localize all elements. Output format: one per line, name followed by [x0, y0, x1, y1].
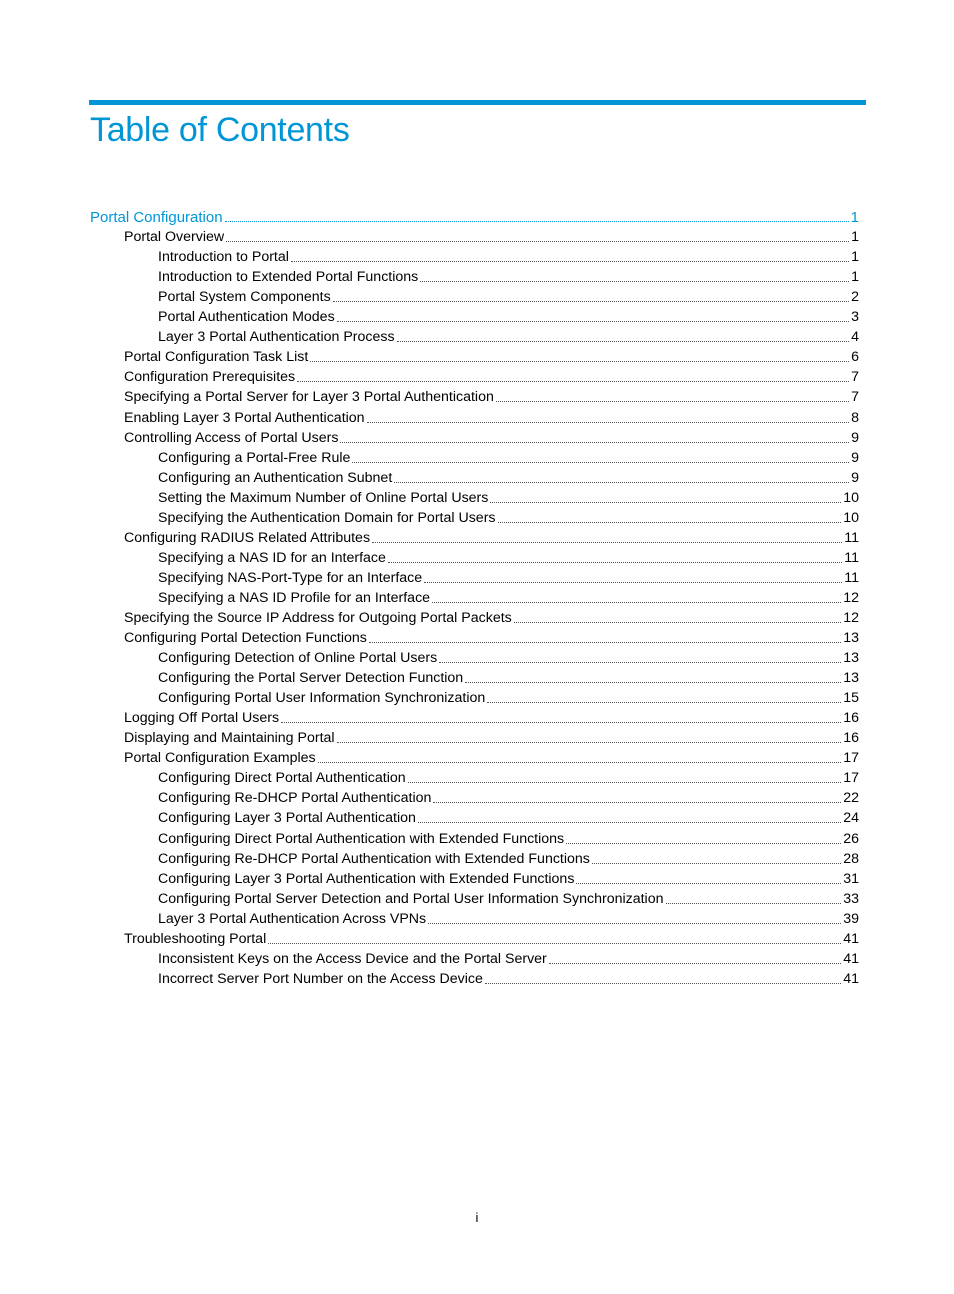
toc-entry[interactable] [0, 287, 954, 307]
toc-dot-leader [498, 522, 842, 523]
toc-dot-leader [490, 502, 841, 503]
toc-entry[interactable] [0, 227, 954, 247]
toc-dot-leader [420, 281, 849, 282]
toc-entry-title: Specifying a Portal Server for Layer 3 Portal Authentication [124, 389, 494, 406]
toc-dot-leader [352, 462, 849, 463]
toc-entry-page: 1 [851, 229, 859, 246]
toc-entry[interactable] [0, 488, 954, 508]
toc-entry-title: Inconsistent Keys on the Access Device and the Portal Server [158, 950, 547, 967]
toc-dot-leader [372, 542, 842, 543]
toc-entry-page: 9 [851, 469, 859, 486]
toc-entry-page: 1 [850, 209, 859, 227]
toc-entry-title: Configuring Direct Portal Authentication with Extended Functions [158, 830, 565, 847]
toc-entry[interactable] [0, 708, 954, 728]
toc-entry-title: Incorrect Server Port Number on the Access Device [158, 970, 483, 987]
toc-dot-leader [566, 843, 841, 844]
toc-entry-title: Layer 3 Portal Authentication Across VPNs [158, 910, 427, 927]
toc-dot-leader [268, 943, 841, 944]
toc-entry-title: Specifying a NAS ID for an Interface [158, 549, 386, 566]
toc-entry-page: 13 [843, 650, 859, 667]
toc-entry[interactable] [0, 568, 954, 588]
toc-entry-title: Enabling Layer 3 Portal Authentication [124, 409, 365, 426]
toc-entry-title: Portal Configuration [90, 209, 223, 227]
toc-entry-page: 16 [843, 730, 859, 747]
toc-dot-leader [666, 903, 842, 904]
toc-entry-page: 39 [843, 910, 859, 927]
toc-dot-leader [418, 822, 841, 823]
toc-entry-title: Displaying and Maintaining Portal [124, 730, 335, 747]
toc-entry[interactable] [0, 428, 954, 448]
toc-dot-leader [592, 863, 841, 864]
toc-dot-leader [394, 482, 849, 483]
toc-entry-title: Specifying the Authentication Domain for Portal Users [158, 509, 496, 526]
toc-dot-leader [388, 562, 842, 563]
toc-entry-title: Configuring the Portal Server Detection Function [158, 670, 464, 687]
toc-dot-leader [291, 261, 849, 262]
toc-entry[interactable] [0, 728, 954, 748]
toc-entry-title: Logging Off Portal Users [124, 710, 280, 727]
toc-dot-leader [432, 602, 841, 603]
toc-entry-page: 2 [851, 289, 859, 306]
toc-entry-page: 41 [843, 930, 859, 947]
toc-entry-title: Configuring Portal Detection Functions [124, 630, 367, 647]
toc-entry-page: 3 [851, 309, 859, 326]
toc-entry-title: Configuring a Portal-Free Rule [158, 449, 351, 466]
toc-dot-leader [424, 582, 842, 583]
toc-entry-page: 16 [843, 710, 859, 727]
toc-entry[interactable] [0, 327, 954, 347]
toc-entry[interactable] [0, 508, 954, 528]
toc-dot-leader [369, 642, 841, 643]
toc-entry-page: 11 [844, 529, 859, 546]
toc-entry-page: 17 [843, 750, 859, 767]
toc-entry[interactable] [0, 648, 954, 668]
toc-entry-page: 7 [851, 369, 859, 386]
toc-entry[interactable] [0, 387, 954, 407]
toc-entry-page: 13 [843, 630, 859, 647]
toc-dot-leader [576, 883, 841, 884]
toc-dot-leader [428, 923, 841, 924]
toc-dot-leader [485, 983, 841, 984]
toc-entry-title: Portal Configuration Examples [124, 750, 316, 767]
toc-entry[interactable] [0, 347, 954, 367]
toc-entry-title: Specifying a NAS ID Profile for an Interface [158, 589, 431, 606]
toc-entry[interactable] [0, 448, 954, 468]
toc-entry[interactable] [0, 748, 954, 768]
toc-dot-leader [310, 361, 849, 362]
toc-dot-leader [225, 221, 849, 222]
toc-entry-title: Layer 3 Portal Authentication Process [158, 329, 395, 346]
toc-entry-title: Configuring Direct Portal Authentication [158, 770, 406, 787]
toc-entry-title: Introduction to Extended Portal Functions [158, 269, 419, 286]
toc-entry-page: 10 [843, 509, 859, 526]
toc-entry-page: 33 [843, 890, 859, 907]
toc-entry-page: 41 [843, 970, 859, 987]
toc-entry[interactable] [0, 608, 954, 628]
toc-entry[interactable] [0, 548, 954, 568]
toc-dot-leader [281, 722, 841, 723]
toc-entry-page: 1 [851, 269, 859, 286]
toc-entry-title: Configuring Portal User Information Synchronization [158, 690, 486, 707]
toc-entry[interactable] [0, 307, 954, 327]
toc-entry-title: Portal System Components [158, 289, 331, 306]
toc-entry[interactable] [0, 628, 954, 648]
toc-entry-page: 1 [851, 249, 859, 266]
toc-dot-leader [367, 422, 850, 423]
toc-entry-title: Configuring Layer 3 Portal Authentication with Extended Functions [158, 870, 575, 887]
toc-entry[interactable] [0, 207, 954, 227]
toc-dot-leader [397, 341, 850, 342]
toc-entry-page: 17 [843, 770, 859, 787]
table-of-contents [0, 207, 954, 989]
toc-dot-leader [408, 782, 842, 783]
toc-entry-page: 13 [843, 670, 859, 687]
toc-dot-leader [337, 742, 842, 743]
toc-entry-title: Portal Configuration Task List [124, 349, 309, 366]
toc-entry[interactable] [0, 768, 954, 788]
toc-entry[interactable] [0, 528, 954, 548]
toc-entry[interactable] [0, 407, 954, 427]
toc-entry[interactable] [0, 468, 954, 488]
toc-entry-page: 15 [843, 690, 859, 707]
toc-entry-page: 11 [844, 549, 859, 566]
toc-entry-page: 31 [843, 870, 859, 887]
toc-dot-leader [496, 401, 849, 402]
toc-dot-leader [549, 963, 841, 964]
toc-entry-title: Configuring Detection of Online Portal Users [158, 650, 438, 667]
toc-entry-page: 11 [844, 569, 859, 586]
toc-entry-title: Configuring an Authentication Subnet [158, 469, 393, 486]
toc-dot-leader [297, 381, 849, 382]
toc-dot-leader [439, 662, 841, 663]
toc-entry-page: 9 [851, 429, 859, 446]
toc-entry-title: Configuring Re-DHCP Portal Authentication [158, 790, 432, 807]
toc-entry[interactable] [0, 849, 954, 869]
toc-entry[interactable] [0, 247, 954, 267]
toc-entry-title: Specifying NAS-Port-Type for an Interface [158, 569, 423, 586]
toc-entry[interactable] [0, 267, 954, 287]
toc-entry[interactable] [0, 367, 954, 387]
toc-entry-page: 41 [843, 950, 859, 967]
toc-entry-title: Troubleshooting Portal [124, 930, 267, 947]
toc-entry[interactable] [0, 788, 954, 808]
toc-entry[interactable] [0, 668, 954, 688]
title-rule [89, 100, 866, 105]
toc-entry-title: Configuring Layer 3 Portal Authentication [158, 810, 416, 827]
toc-dot-leader [333, 301, 849, 302]
toc-entry-title: Portal Authentication Modes [158, 309, 335, 326]
toc-dot-leader [465, 682, 841, 683]
toc-dot-leader [487, 702, 841, 703]
toc-entry[interactable] [0, 808, 954, 828]
toc-entry-page: 8 [851, 409, 859, 426]
toc-dot-leader [433, 802, 841, 803]
toc-entry[interactable] [0, 909, 954, 929]
toc-dot-leader [514, 622, 841, 623]
toc-entry-title: Introduction to Portal [158, 249, 289, 266]
toc-entry[interactable] [0, 929, 954, 949]
toc-entry-title: Portal Overview [124, 229, 225, 246]
page-number: i [475, 1210, 479, 1225]
toc-entry-page: 6 [851, 349, 859, 366]
toc-entry-page: 12 [843, 609, 859, 626]
toc-entry-page: 9 [851, 449, 859, 466]
toc-entry-page: 22 [843, 790, 859, 807]
toc-entry-title: Configuring RADIUS Related Attributes [124, 529, 371, 546]
toc-entry[interactable] [0, 949, 954, 969]
toc-entry[interactable] [0, 828, 954, 848]
toc-entry-page: 24 [843, 810, 859, 827]
toc-entry[interactable] [0, 969, 954, 989]
toc-entry-page: 26 [843, 830, 859, 847]
toc-entry-page: 10 [843, 489, 859, 506]
toc-entry-title: Configuring Re-DHCP Portal Authentication with Extended Functions [158, 850, 590, 867]
toc-entry-title: Configuration Prerequisites [124, 369, 296, 386]
toc-entry-title: Controlling Access of Portal Users [124, 429, 339, 446]
toc-dot-leader [340, 442, 849, 443]
toc-entry-title: Setting the Maximum Number of Online Portal Users [158, 489, 489, 506]
toc-entry-title: Configuring Portal Server Detection and Portal User Information Synchronization [158, 890, 664, 907]
toc-entry-title: Specifying the Source IP Address for Outgoing Portal Packets [124, 609, 512, 626]
toc-entry-page: 7 [851, 389, 859, 406]
toc-dot-leader [318, 762, 842, 763]
toc-entry-page: 4 [851, 329, 859, 346]
toc-dot-leader [226, 241, 849, 242]
toc-entry[interactable] [0, 688, 954, 708]
toc-entry-page: 28 [843, 850, 859, 867]
toc-entry[interactable] [0, 869, 954, 889]
toc-entry-page: 12 [843, 589, 859, 606]
toc-entry[interactable] [0, 889, 954, 909]
page-title: Table of Contents [90, 111, 350, 149]
toc-dot-leader [337, 321, 849, 322]
toc-entry[interactable] [0, 588, 954, 608]
